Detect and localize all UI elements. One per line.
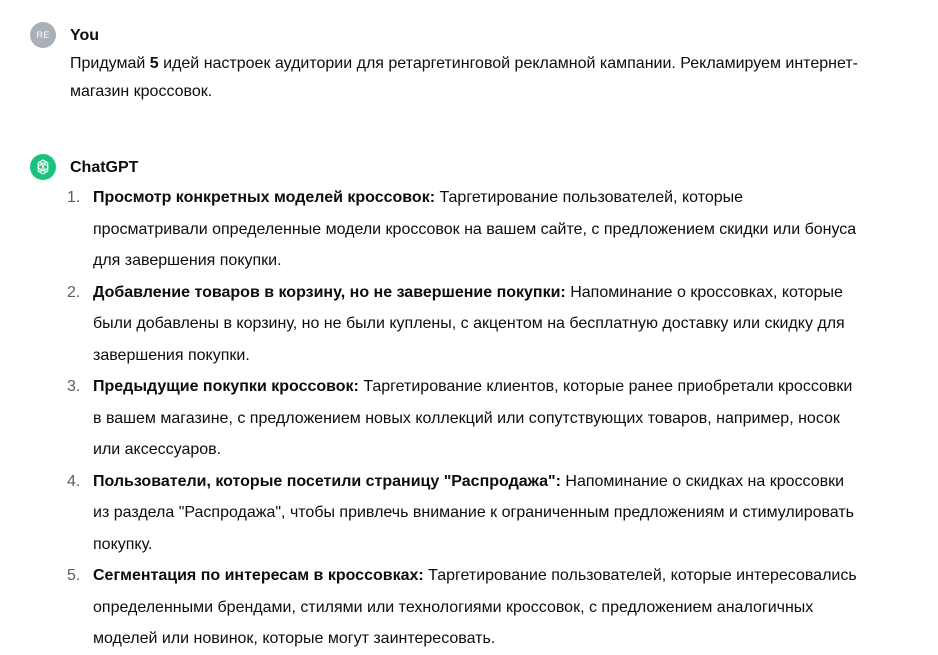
list-item-number: 4. [67, 472, 81, 490]
list-item-title: Просмотр конкретных моделей кроссовок: [93, 189, 436, 206]
list-item-text: Напоминание о кроссовках, которые были добавлены в корзину, но не были куплены, с акцентом на бесплатную доставку или скидку для завершения покупки. [93, 283, 845, 364]
user-message-bold: 5 [149, 55, 159, 72]
list-item [67, 466, 860, 561]
user-author-name: You [70, 27, 100, 44]
assistant-author-name: ChatGPT [70, 159, 139, 176]
list-item-number: 5. [67, 567, 81, 584]
list-item [67, 371, 860, 466]
list-item-text: Напоминание о скидках на кроссовки из раздела "Распродажа", чтобы привлечь внимание к ограниченным предложениям и стимулировать покупку. [93, 472, 855, 553]
openai-logo-icon [30, 154, 56, 180]
list-item-number: 2. [67, 283, 81, 301]
list-item [67, 277, 860, 372]
assistant-answer-list [67, 182, 860, 655]
list-item [67, 560, 860, 655]
list-item-number: 1. [67, 189, 81, 206]
list-item-text: Таргетирование пользователей, которые просматривали определенные модели кроссовок на вашем сайте, с предложением скидки или бонуса для завершения покупки. [93, 189, 857, 269]
list-item-title: Пользователи, которые посетили страницу "Распродажа": [93, 472, 561, 490]
user-avatar: RE [30, 22, 56, 48]
list-item-text: Таргетирование пользователей, которые интересовались определенными брендами, стилями или технологиями кроссовок, с предложением аналогичных моделей или новинок, которые могут заинтересовать. [93, 567, 857, 647]
list-item-title: Предыдущие покупки кроссовок: [93, 378, 359, 395]
list-item-text: Таргетирование клиентов, которые ранее приобретали кроссовки в вашем магазине, с предложением новых коллекций или сопутствующих товаров, например, носок или аксессуаров. [93, 378, 853, 458]
list-item [67, 182, 860, 277]
user-message-part-2: идей настроек аудитории для ретаргетинговой рекламной кампании. Рекламируем интернет-магазин кроссовок. [70, 55, 858, 100]
list-item-title: Добавление товаров в корзину, но не завершение покупки: [93, 283, 566, 301]
list-item-number: 3. [67, 378, 81, 395]
user-message-text [70, 50, 890, 106]
user-message-part-1: Придумай [70, 55, 150, 72]
list-item-title: Сегментация по интересам в кроссовках: [93, 567, 424, 584]
